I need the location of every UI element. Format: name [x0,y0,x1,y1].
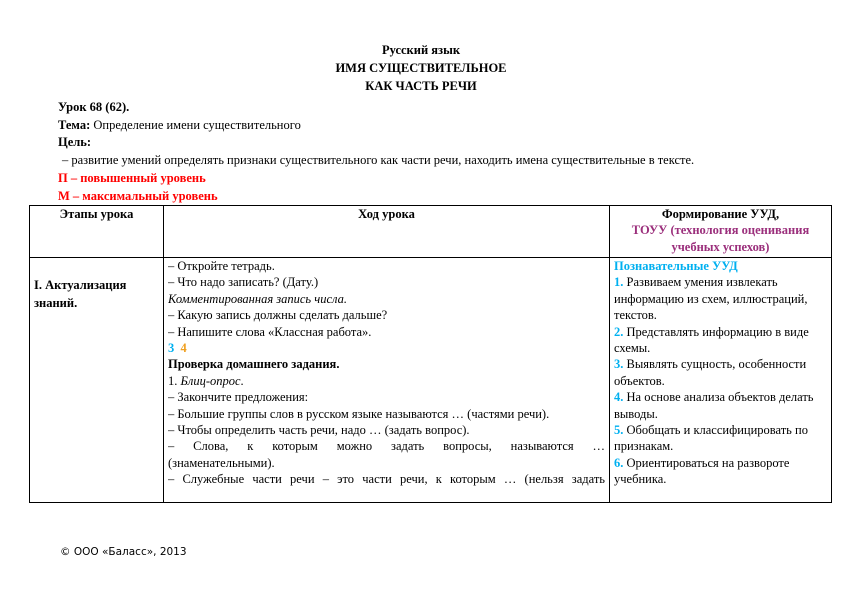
goal-label: Цель: [58,135,92,149]
course-line: – Откройте тетрадь. [168,259,275,273]
blitz-num: 1. [168,373,178,388]
theme-label: Тема: [58,118,91,132]
blitz-label: Блиц-опрос [180,373,241,388]
header-uud-line1: Формирование УУД, [661,207,780,221]
uud-text: Развиваем умения извлекать информацию из схем, иллюстраций, текстов. [614,275,808,323]
theme-value: Определение имени существительного [93,118,301,132]
uud-text: Обобщать и классифицировать по признакам. [614,423,808,454]
course-line-justified: – Слова, к которым можно задать вопросы, называются … [168,439,605,454]
uud-item [614,422,827,455]
uud-item [614,389,827,422]
goal-text: – развитие умений определять признаки существительного как части речи, находить имена существительные в тексте. [62,153,695,167]
course-line: – Большие группы слов в русском языке называются … (частями речи). [168,406,550,421]
lesson-number: Урок 68 (62). [58,100,130,114]
uud-num: 1. [614,275,624,290]
header-uud-line3: учебных успехов) [671,239,770,254]
uud-text: Ориентироваться на развороте учебника. [614,455,790,487]
header-uud-line2: ТОУУ (технология оценивания [631,223,810,238]
header-stages: Этапы урока [30,206,164,258]
uud-num: 2. [614,324,624,339]
header-uud [610,206,832,258]
uud-text: Представлять информацию в виде схемы. [614,324,809,356]
stage-cell [30,258,164,503]
blitz-dot: . [240,373,244,388]
topic-title-line1: ИМЯ СУЩЕСТВИТЕЛЬНОЕ [335,61,507,75]
homework-title: Проверка домашнего задания. [168,357,340,372]
course-content [168,258,605,502]
uud-cell [610,258,832,503]
marker-4: 4 [180,341,187,356]
table-row [30,258,832,503]
blitz-line [168,373,605,389]
uud-text: На основе анализа объектов делать выводы. [614,390,814,421]
course-line: (знаменательными). [168,455,275,470]
level-m: М – максимальный уровень [58,189,218,203]
uud-text: Выявлять сущность, особенности объектов. [614,357,807,388]
subject-title: Русский язык [381,43,461,57]
header-course: Ход урока [164,206,610,258]
course-line: Комментированная запись числа. [168,291,347,306]
table-header-row [30,206,832,258]
course-line: – Что надо записать? (Дату.) [168,275,319,290]
uud-content [614,258,827,502]
lesson-theme [58,117,301,133]
marker-3: 3 [168,341,175,356]
uud-num: 6. [614,455,624,470]
ttou-markers [168,340,605,356]
uud-item [614,356,827,389]
uud-title: Познавательные УУД [614,259,738,273]
course-cell [164,258,610,503]
course-line: – Какую запись должны сделать дальше? [168,308,388,323]
uud-item [614,455,827,488]
course-line: – Чтобы определить часть речи, надо … (задать вопрос). [168,423,470,438]
topic-title-line2: КАК ЧАСТЬ РЕЧИ [365,79,477,93]
course-line: – Закончите предложения: [168,390,309,405]
uud-num: 5. [614,423,624,438]
uud-item [614,324,827,357]
uud-num: 3. [614,357,624,372]
course-line-justified: – Служебные части речи – это части речи, к которым … (нельзя задать [168,472,605,487]
level-p: П – повышенный уровень [58,171,206,185]
uud-item [614,274,827,323]
uud-num: 4. [614,390,624,405]
course-line: – Напишите слова «Классная работа». [168,324,372,339]
lesson-table [29,205,832,503]
stage-name: I. Актуализация знаний. [34,278,127,310]
copyright: © ООО «Баласс», 2013 [60,546,187,558]
